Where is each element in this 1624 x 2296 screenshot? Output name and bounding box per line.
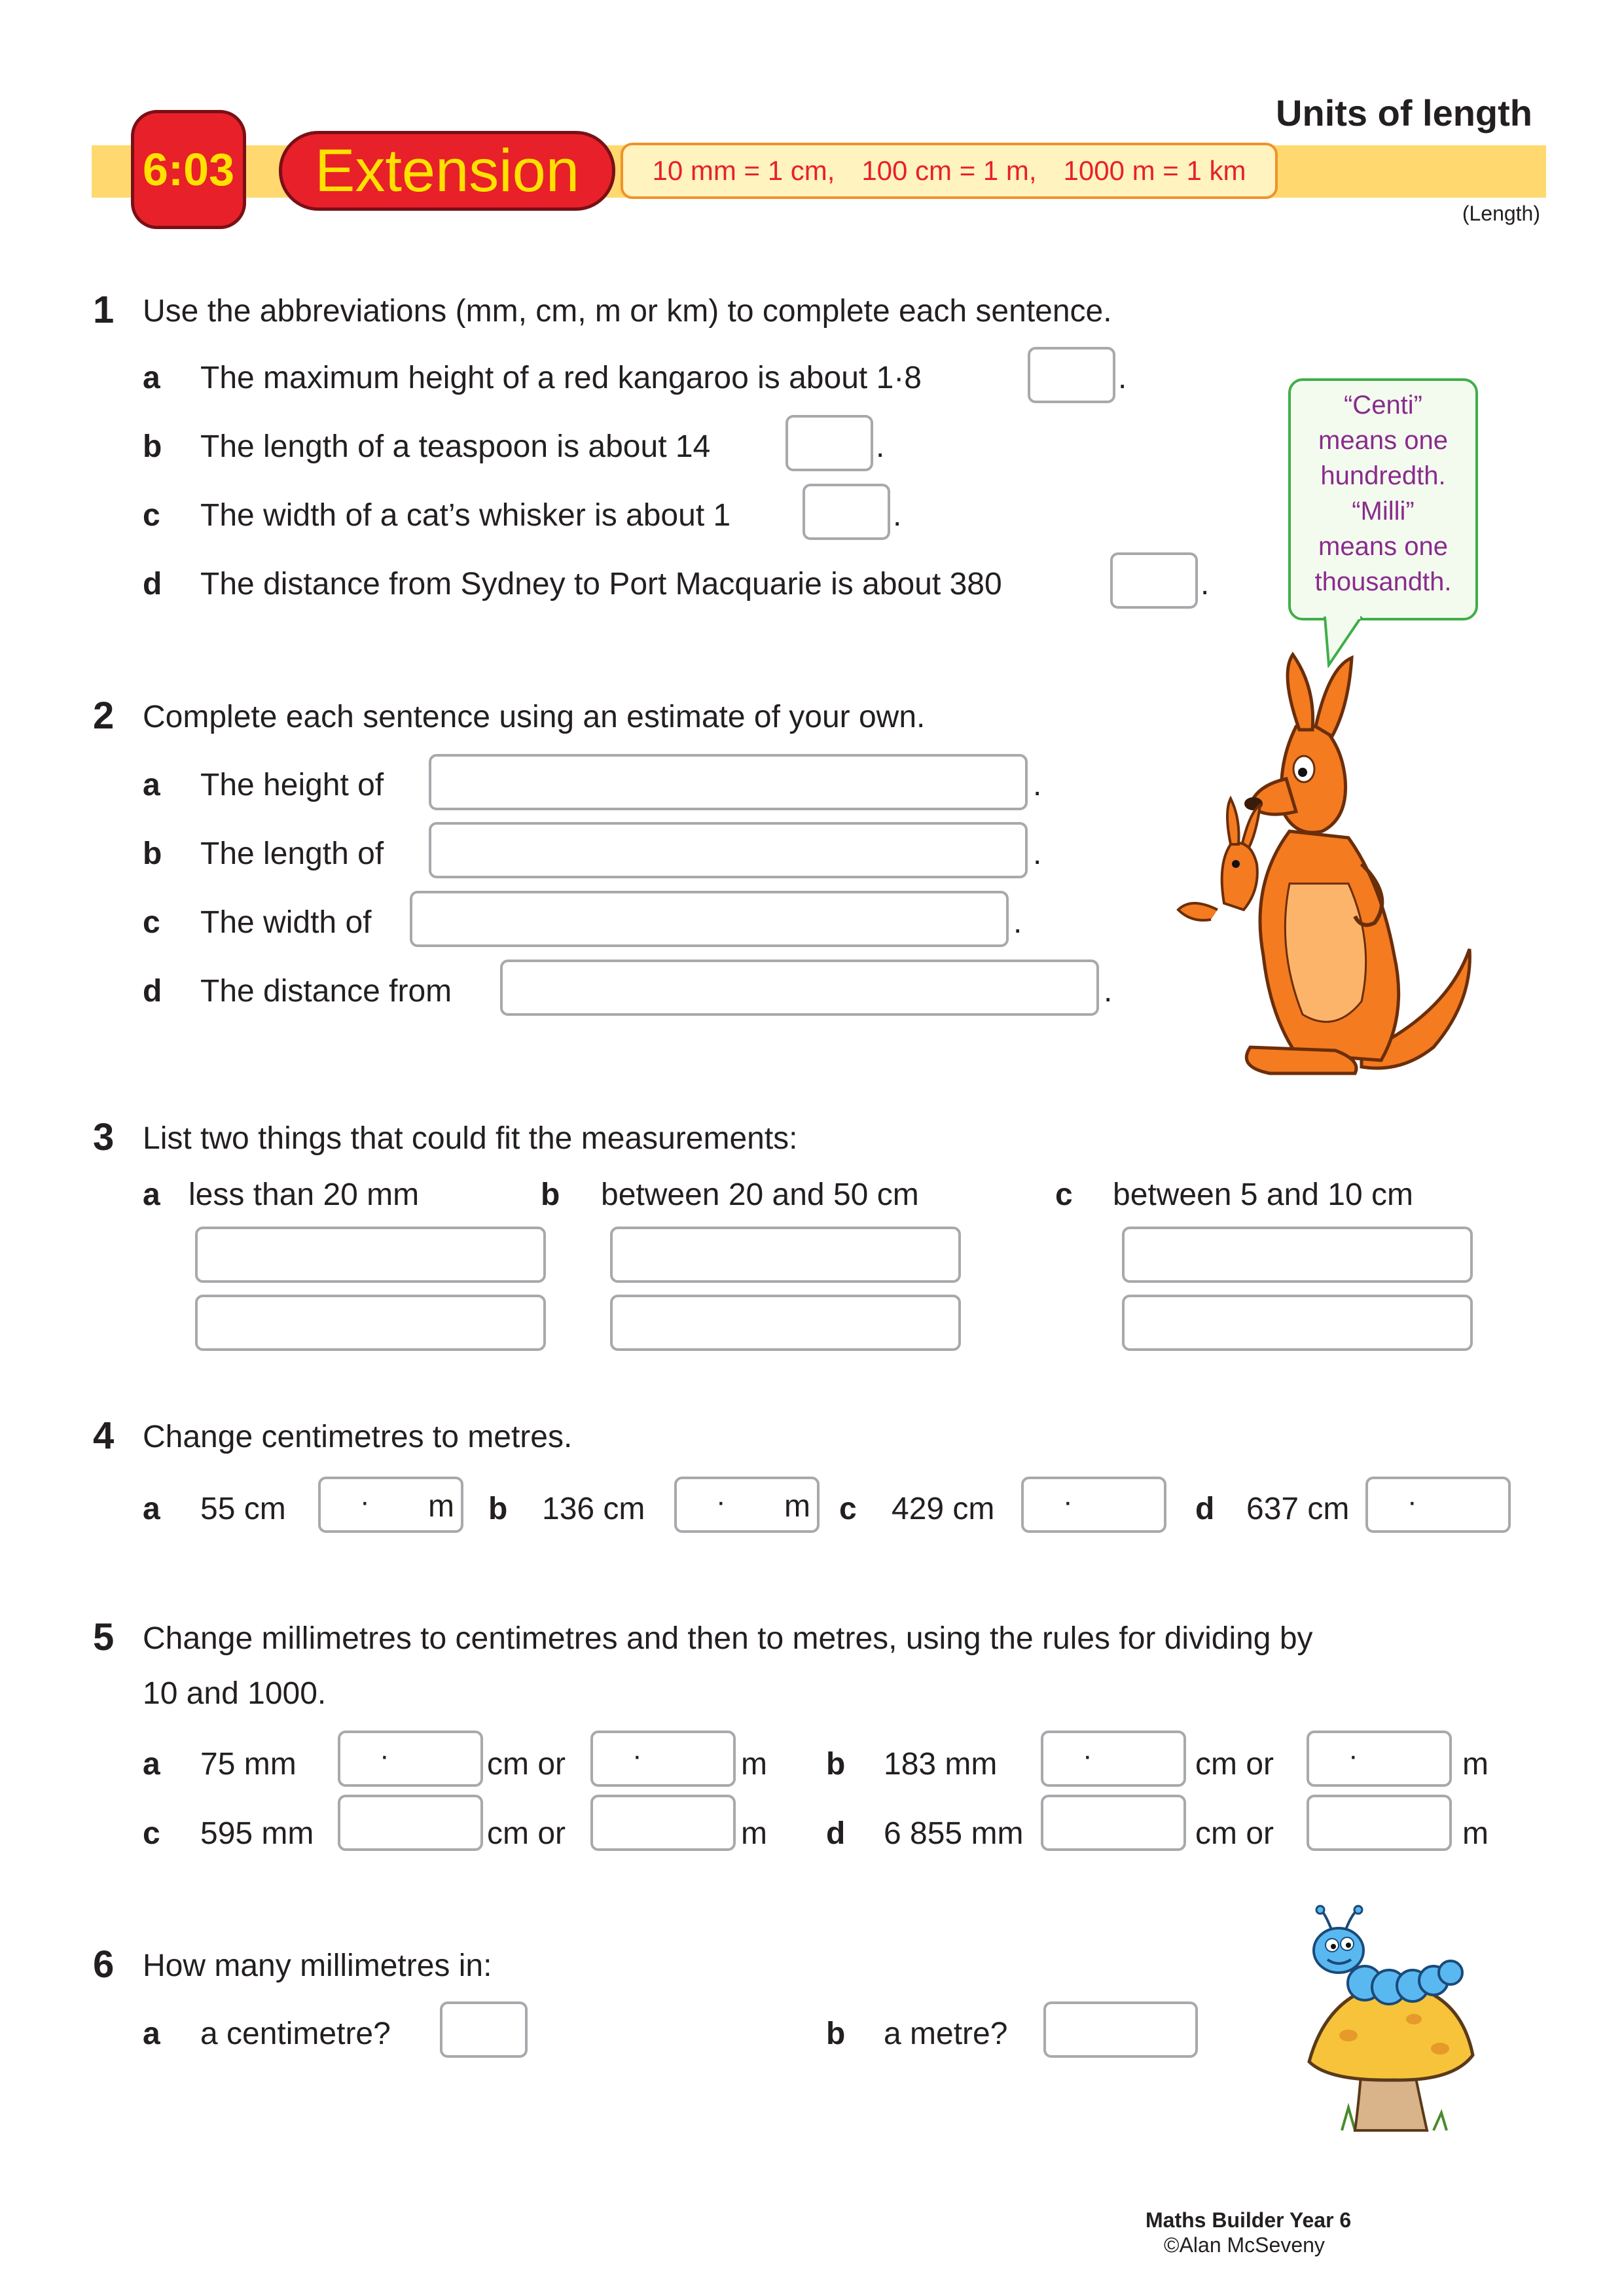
q5-label-d: d [826, 1816, 846, 1851]
question-2-text: Complete each sentence using an estimate of your own. [143, 700, 926, 734]
section-number: 6:03 [142, 144, 235, 195]
q5-item-b: 183 mm [884, 1747, 998, 1782]
q5-m-unit: m [741, 1747, 767, 1782]
q5-answer-a-m[interactable] [590, 1731, 736, 1787]
q5-label-a: a [143, 1747, 160, 1782]
q3-answer-c2[interactable] [1122, 1295, 1473, 1351]
q4-label-d: d [1195, 1492, 1215, 1526]
question-5-text-line2: 10 and 1000. [143, 1676, 327, 1711]
q4-answer-a[interactable] [318, 1477, 463, 1533]
decimal-point: · [1083, 1740, 1092, 1772]
page-title: Units of length [1276, 92, 1532, 134]
decimal-point: · [360, 1486, 370, 1518]
question-number-1: 1 [93, 289, 115, 331]
unit-facts [621, 143, 1278, 199]
q4-item-b: 136 cm [542, 1492, 645, 1526]
q3-answer-c1[interactable] [1122, 1227, 1473, 1283]
question-number-3: 3 [93, 1116, 115, 1158]
footer-author: ©Alan McSeveny [1164, 2233, 1325, 2257]
decimal-point: · [380, 1740, 389, 1772]
question-4-text: Change centimetres to metres. [143, 1420, 573, 1454]
question-3-text: List two things that could fit the measurements: [143, 1121, 798, 1156]
speech-bubble [1288, 378, 1478, 620]
q4-label-a: a [143, 1492, 160, 1526]
q3-item-a: less than 20 mm [189, 1177, 420, 1212]
decimal-point: · [1348, 1740, 1358, 1772]
q4-item-a: 55 cm [200, 1492, 286, 1526]
q2-label-a: a [143, 768, 160, 802]
decimal-point: · [716, 1486, 726, 1518]
q4-answer-b[interactable] [674, 1477, 820, 1533]
q2-item-c: The width of [200, 905, 372, 940]
q1-answer-b[interactable] [785, 415, 873, 471]
period: . [1200, 567, 1210, 601]
bubble-line-6: thousandth. [1314, 567, 1452, 596]
q2-item-b: The length of [200, 836, 384, 871]
q5-cm-or: cm or [1195, 1816, 1274, 1851]
q2-answer-b[interactable] [429, 822, 1028, 878]
question-number-2: 2 [93, 694, 115, 737]
q2-answer-c[interactable] [410, 891, 1009, 947]
q1-answer-a[interactable] [1028, 347, 1115, 403]
q2-item-d: The distance from [200, 974, 452, 1009]
q4-answer-c[interactable] [1021, 1477, 1166, 1533]
q1-answer-d[interactable] [1110, 552, 1198, 609]
q5-label-c: c [143, 1816, 160, 1851]
footer-book-title: Maths Builder Year 6 [1146, 2208, 1352, 2232]
q6-answer-a[interactable] [440, 2001, 528, 2058]
period: . [1033, 768, 1042, 802]
q4-label-b: b [488, 1492, 508, 1526]
q3-answer-b2[interactable] [610, 1295, 961, 1351]
q6-item-a: a centimetre? [200, 2017, 391, 2051]
q5-item-d: 6 855 mm [884, 1816, 1024, 1851]
q5-cm-or: cm or [1195, 1747, 1274, 1782]
q2-label-d: d [143, 974, 162, 1009]
caterpillar-illustration [1303, 1905, 1479, 2140]
question-6-text: How many millimetres in: [143, 1948, 492, 1983]
fact-m-km: 1000 m = 1 km [1063, 155, 1246, 186]
extension-label [279, 131, 615, 211]
period: . [1104, 974, 1113, 1009]
fact-mm-cm: 10 mm = 1 cm, [652, 155, 835, 186]
q1-label-a: a [143, 361, 160, 395]
q2-answer-d[interactable] [500, 960, 1099, 1016]
q5-m-unit: m [1462, 1747, 1489, 1782]
q5-cm-or: cm or [487, 1747, 566, 1782]
q5-label-b: b [826, 1747, 846, 1782]
section-badge [131, 110, 246, 229]
q1-label-d: d [143, 567, 162, 601]
bubble-line-4: “Milli” [1352, 497, 1415, 526]
q6-label-b: b [826, 2017, 846, 2051]
q4-item-c: 429 cm [892, 1492, 995, 1526]
period: . [1033, 836, 1042, 871]
period: . [893, 498, 902, 533]
q5-answer-b-m[interactable] [1307, 1731, 1452, 1787]
q4-answer-d[interactable] [1365, 1477, 1511, 1533]
q3-answer-a1[interactable] [195, 1227, 546, 1283]
q4-item-d: 637 cm [1246, 1492, 1350, 1526]
q4-unit-b: m [784, 1489, 810, 1524]
q1-item-a: The maximum height of a red kangaroo is about 1·8 [200, 361, 922, 395]
question-number-5: 5 [93, 1616, 115, 1659]
q1-item-c: The width of a cat’s whisker is about 1 [200, 498, 731, 533]
q3-label-b: b [541, 1177, 560, 1212]
q5-m-unit: m [1462, 1816, 1489, 1851]
q5-item-a: 75 mm [200, 1747, 297, 1782]
fact-cm-m: 100 cm = 1 m, [861, 155, 1037, 186]
q6-answer-b[interactable] [1043, 2001, 1198, 2058]
q3-label-a: a [143, 1177, 160, 1212]
period: . [1118, 361, 1127, 395]
q1-answer-c[interactable] [803, 484, 890, 540]
q5-m-unit: m [741, 1816, 767, 1851]
q3-item-b: between 20 and 50 cm [601, 1177, 919, 1212]
bubble-line-2: means one [1318, 426, 1448, 455]
decimal-point: · [1407, 1486, 1417, 1518]
q5-answer-a-cm[interactable] [338, 1731, 483, 1787]
q1-label-c: c [143, 498, 160, 533]
q5-answer-d-cm[interactable] [1041, 1795, 1186, 1851]
q6-item-b: a metre? [884, 2017, 1008, 2051]
bubble-line-3: hundredth. [1320, 461, 1446, 490]
q6-label-a: a [143, 2017, 160, 2051]
q3-item-c: between 5 and 10 cm [1113, 1177, 1413, 1212]
q5-answer-d-m[interactable] [1307, 1795, 1452, 1851]
q5-answer-c-m[interactable] [590, 1795, 736, 1851]
bubble-line-1: “Centi” [1343, 391, 1423, 420]
period: . [1013, 905, 1022, 940]
q1-item-d: The distance from Sydney to Port Macquarie is about 380 [200, 567, 1002, 601]
subject-tag: (Length) [1462, 202, 1540, 225]
q2-label-c: c [143, 905, 160, 940]
extension-text: Extension [314, 137, 580, 204]
question-5-text-line1: Change millimetres to centimetres and then to metres, using the rules for dividing by [143, 1621, 1313, 1656]
q1-item-b: The length of a teaspoon is about 14 [200, 429, 711, 464]
bubble-line-5: means one [1318, 532, 1448, 561]
q5-item-c: 595 mm [200, 1816, 314, 1851]
q5-answer-b-cm[interactable] [1041, 1731, 1186, 1787]
q3-label-c: c [1055, 1177, 1073, 1212]
question-number-6: 6 [93, 1943, 115, 1986]
q5-cm-or: cm or [487, 1816, 566, 1851]
period: . [876, 429, 885, 464]
q2-item-a: The height of [200, 768, 384, 802]
question-number-4: 4 [93, 1414, 115, 1457]
decimal-point: · [632, 1740, 642, 1772]
q3-answer-a2[interactable] [195, 1295, 546, 1351]
q2-answer-a[interactable] [429, 754, 1028, 810]
q5-answer-c-cm[interactable] [338, 1795, 483, 1851]
q4-unit-a: m [428, 1489, 454, 1524]
q2-label-b: b [143, 836, 162, 871]
kangaroo-illustration [1165, 648, 1492, 1080]
question-1-text: Use the abbreviations (mm, cm, m or km) to complete each sentence. [143, 294, 1112, 329]
q4-label-c: c [839, 1492, 857, 1526]
q3-answer-b1[interactable] [610, 1227, 961, 1283]
decimal-point: · [1063, 1486, 1073, 1518]
q1-label-b: b [143, 429, 162, 464]
